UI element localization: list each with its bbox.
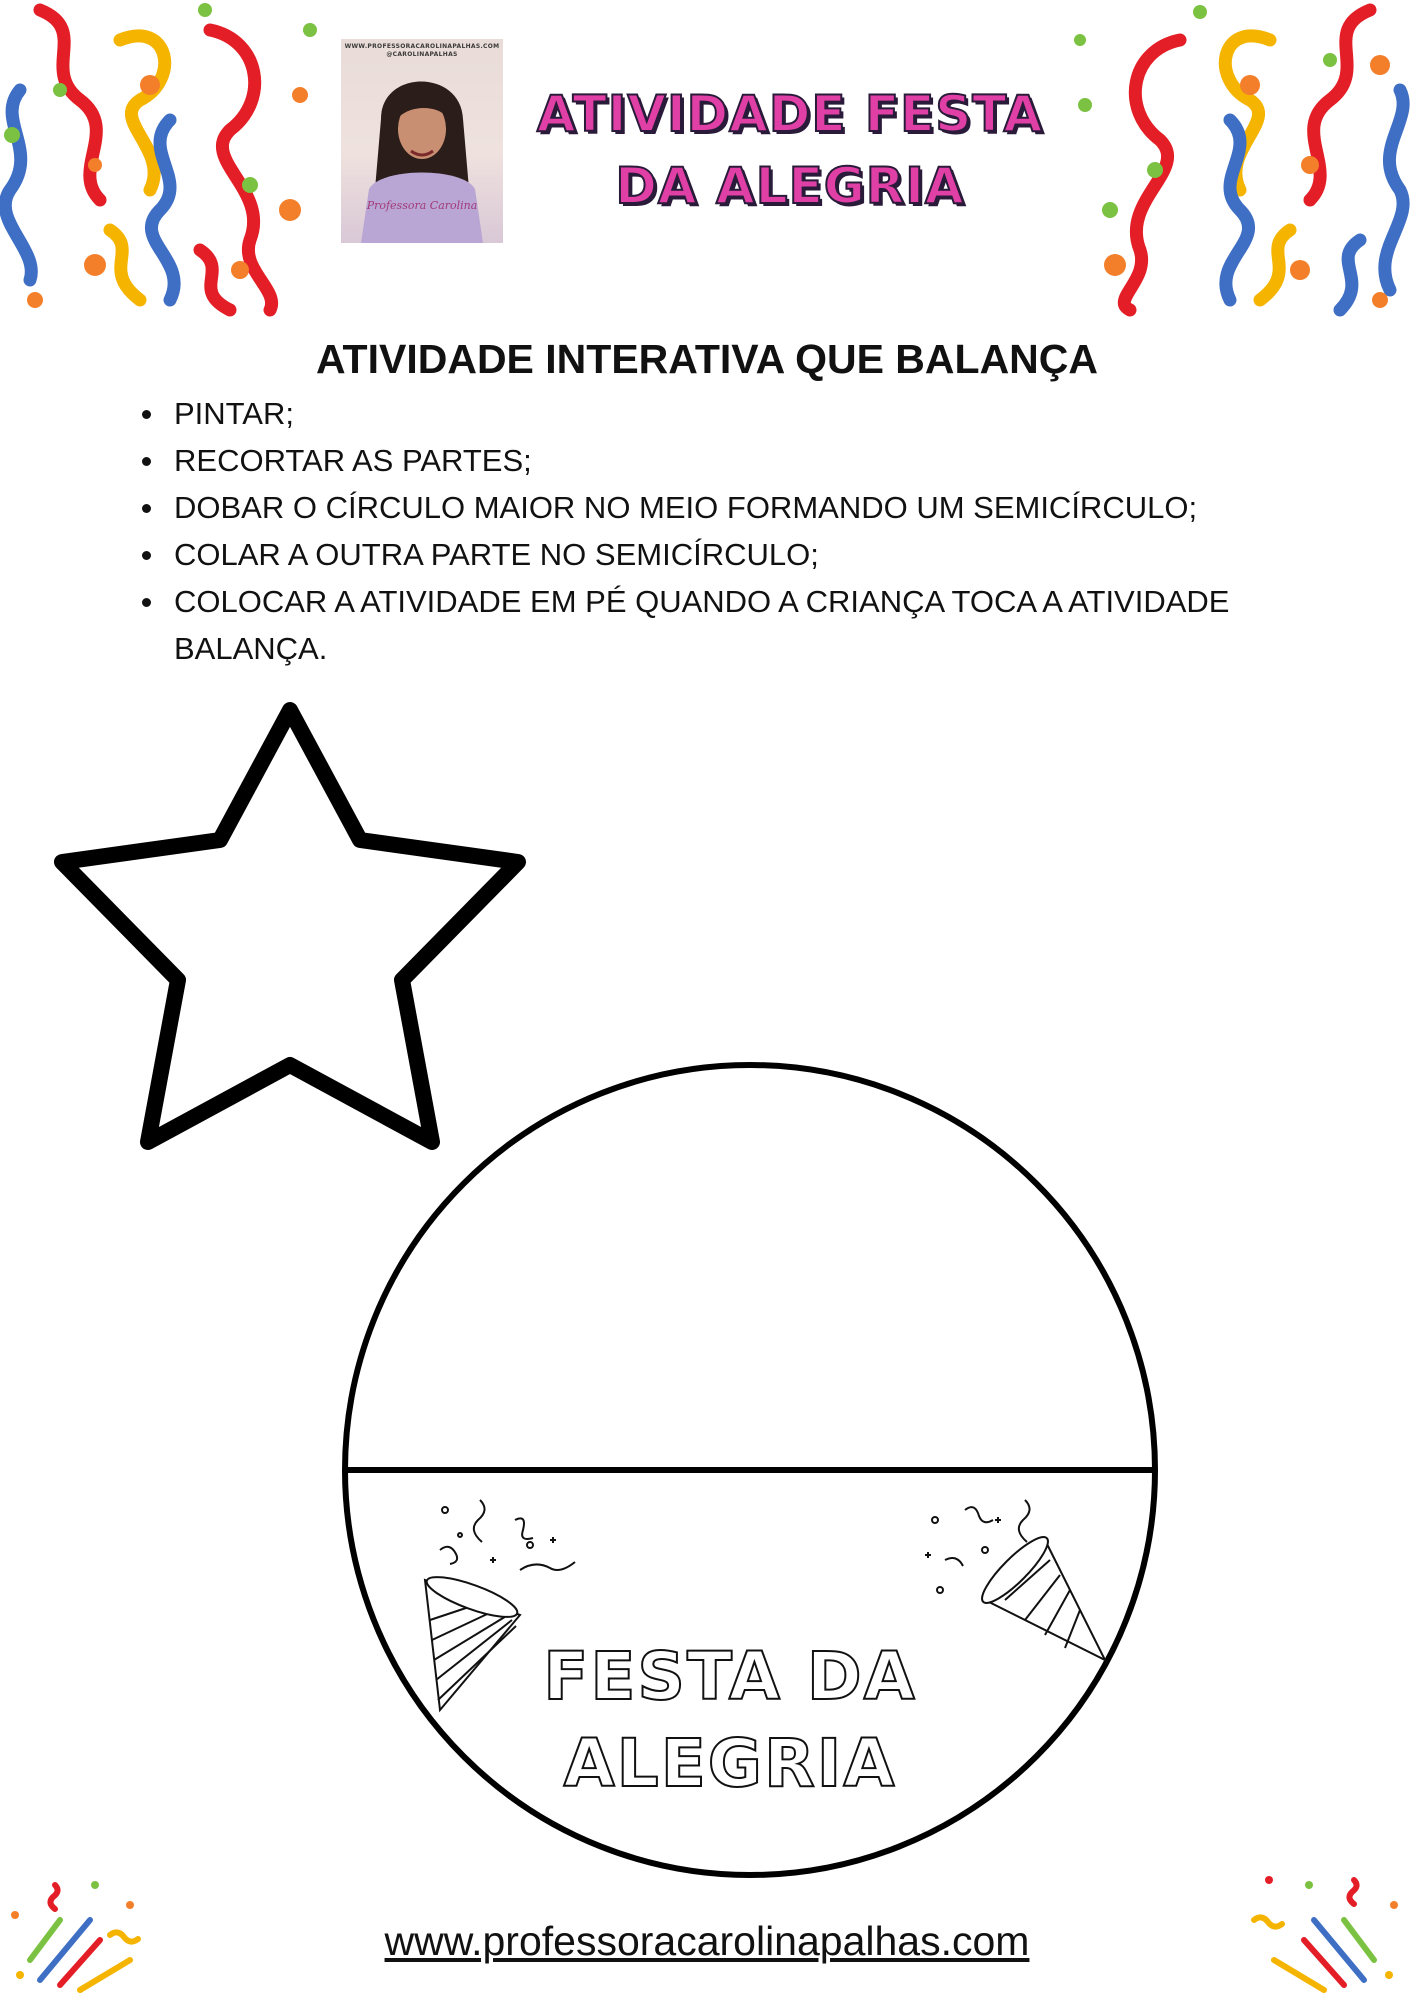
instruction-text: PINTAR; xyxy=(174,396,294,431)
photo-caption-website: WWW.PROFESSORACAROLINAPALHAS.COM xyxy=(344,43,500,50)
instruction-text: DOBAR O CÍRCULO MAIOR NO MEIO FORMANDO UM SEMICÍRCULO; xyxy=(174,490,1198,525)
title-line-2: DA ALEGRIA xyxy=(615,157,965,215)
circle-text-line-2: ALEGRIA xyxy=(563,1725,897,1802)
bullet-icon xyxy=(142,504,151,513)
instruction-list xyxy=(138,390,1378,672)
page-title xyxy=(500,78,1080,222)
author-photo xyxy=(341,39,503,243)
instruction-text: COLOCAR A ATIVIDADE EM PÉ QUANDO A CRIANÇA TOCA A ATIVIDADE BALANÇA. xyxy=(174,584,1230,666)
left-streamers-decoration xyxy=(0,0,320,320)
bullet-icon xyxy=(142,410,151,419)
footer xyxy=(0,1918,1414,1965)
bullet-icon xyxy=(142,598,151,607)
title-line-1: ATIVIDADE FESTA xyxy=(536,85,1044,143)
person-illustration xyxy=(341,39,503,243)
website-link[interactable]: www.professoracarolinapalhas.com xyxy=(384,1918,1030,1964)
bullet-icon xyxy=(142,551,151,560)
bullet-icon xyxy=(142,457,151,466)
instruction-text: COLAR A OUTRA PARTE NO SEMICÍRCULO; xyxy=(174,537,819,572)
right-streamers-decoration xyxy=(1070,0,1414,320)
instruction-item xyxy=(138,531,1378,578)
instruction-item xyxy=(138,390,1378,437)
circle-text-line-1: FESTA DA xyxy=(543,1638,917,1715)
instruction-item xyxy=(138,437,1378,484)
activity-subtitle: ATIVIDADE INTERATIVA QUE BALANÇA xyxy=(315,336,1099,382)
instruction-text: RECORTAR AS PARTES; xyxy=(174,443,532,478)
photo-shirt-text: Professora Carolina xyxy=(366,199,478,212)
instruction-item xyxy=(138,484,1378,531)
photo-caption-handle: @CAROLINAPALHAS xyxy=(386,51,458,58)
instruction-item xyxy=(138,578,1378,672)
